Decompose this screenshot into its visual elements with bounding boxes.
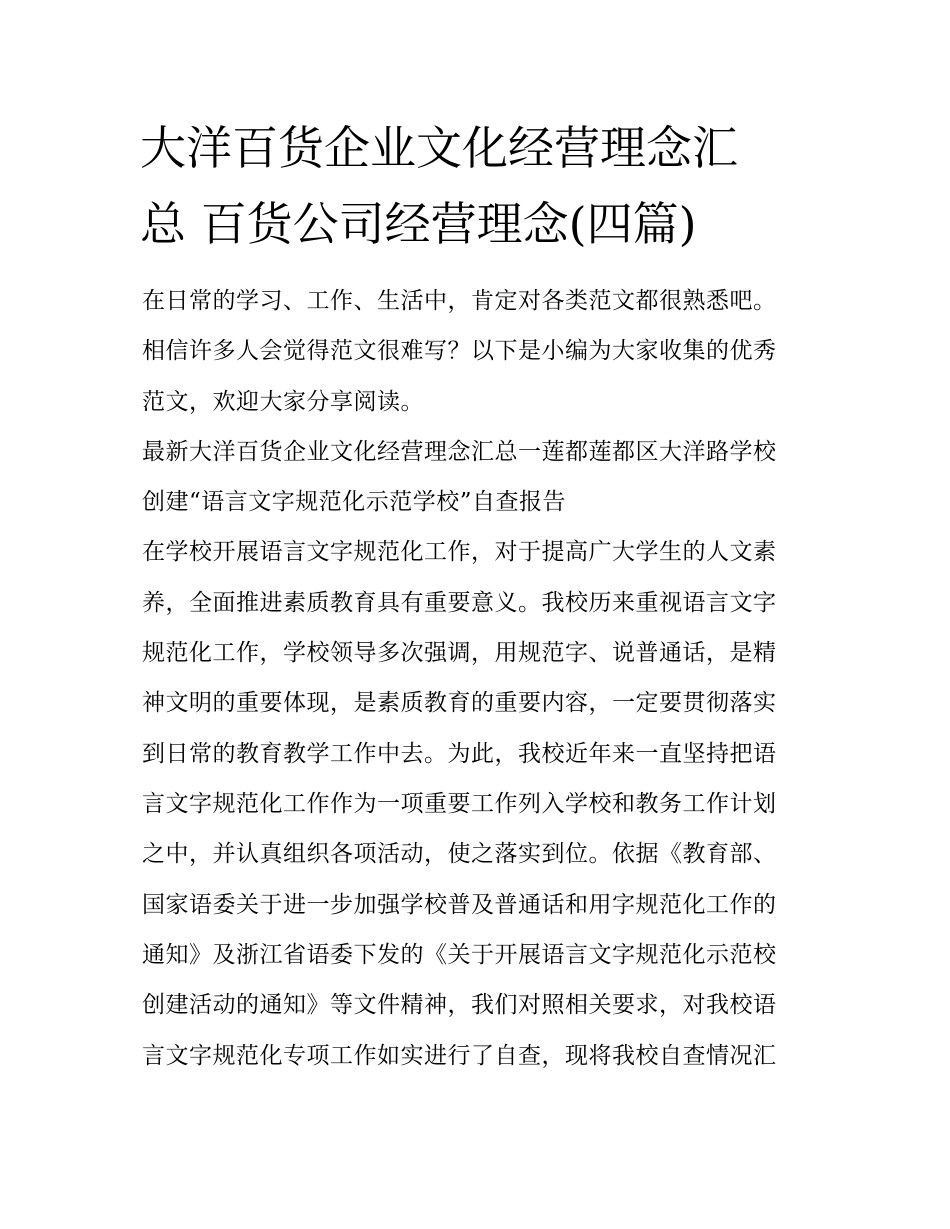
body-line-6: 在学校开展语言文字规范化工作，对于提高广大学生的人文素 xyxy=(142,539,777,565)
body-line-1: 在日常的学习、工作、生活中，肯定对各类范文都很熟悉吧。 xyxy=(142,288,777,314)
document-title-line-2: 总 百货公司经营理念(四篇) xyxy=(140,197,697,251)
body-line-15: 创建活动的通知》等文件精神，我们对照相关要求，对我校语 xyxy=(142,992,777,1018)
body-line-2: 相信许多人会觉得范文很难写？以下是小编为大家收集的优秀 xyxy=(142,338,777,364)
body-line-14: 通知》及浙江省语委下发的《关于开展语言文字规范化示范校 xyxy=(142,942,777,968)
body-line-5: 创建“语言文字规范化示范学校”自查报告 xyxy=(142,489,567,515)
body-line-11: 言文字规范化工作作为一项重要工作列入学校和教务工作计划 xyxy=(142,791,777,817)
body-line-8: 规范化工作，学校领导多次强调，用规范字、说普通话，是精 xyxy=(142,640,777,666)
body-line-9: 神文明的重要体现，是素质教育的重要内容，一定要贯彻落实 xyxy=(142,690,777,716)
body-line-10: 到日常的教育教学工作中去。为此，我校近年来一直坚持把语 xyxy=(142,741,777,767)
body-line-7: 养，全面推进素质教育具有重要意义。我校历来重视语言文字 xyxy=(142,590,777,616)
body-line-4: 最新大洋百货企业文化经营理念汇总一莲都莲都区大洋路学校 xyxy=(142,439,777,465)
document-title-line-1: 大洋百货企业文化经营理念汇 xyxy=(140,121,738,175)
body-line-16: 言文字规范化专项工作如实进行了自查，现将我校自查情况汇 xyxy=(142,1043,777,1069)
body-line-12: 之中，并认真组织各项活动，使之落实到位。依据《教育部、 xyxy=(142,841,777,867)
body-line-13: 国家语委关于进一步加强学校普及普通话和用字规范化工作的 xyxy=(142,892,777,918)
body-line-3: 范文，欢迎大家分享阅读。 xyxy=(142,389,424,415)
